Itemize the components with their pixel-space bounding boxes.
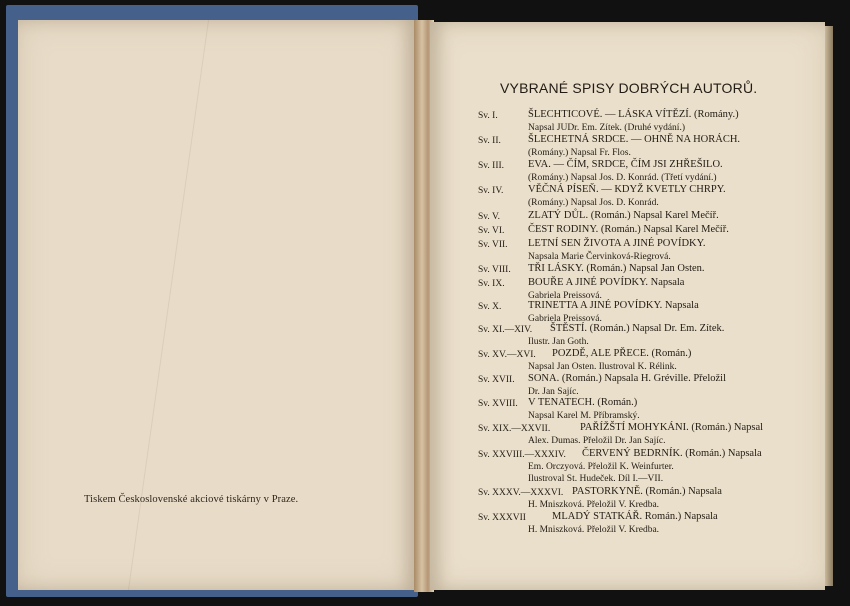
- entry-title: ŠTĚSTÍ. (Román.) Napsal Dr. Em. Zítek.: [550, 323, 725, 334]
- entry-detail: Napsala Marie Červinková-Riegrová.: [528, 252, 671, 262]
- entry-detail: Alex. Dumas. Přeložil Dr. Jan Sajíc.: [528, 436, 666, 446]
- entry-volume: Sv. VIII.: [478, 265, 511, 275]
- entry-title: ŠLECHTICOVÉ. — LÁSKA VÍTĚZÍ. (Romány.): [528, 109, 739, 120]
- entry-detail: (Romány.) Napsal Jos. D. Konrád.: [528, 198, 659, 208]
- entry-volume: Sv. XV.—XVI.: [478, 350, 536, 360]
- entry-title: TŘI LÁSKY. (Román.) Napsal Jan Osten.: [528, 263, 705, 274]
- entry-detail: Dr. Jan Sajíc.: [528, 387, 579, 397]
- entry-detail: H. Mniszková. Přeložil V. Kredba.: [528, 525, 660, 535]
- entry-detail: Gabriela Preissová.: [528, 314, 602, 324]
- entry-volume: Sv. IX.: [478, 279, 505, 289]
- entry-volume: Sv. XXXVII: [478, 513, 526, 523]
- entry-detail: Napsal JUDr. Em. Zítek. (Druhé vydání.): [528, 123, 685, 133]
- entry-volume: Sv. XVII.: [478, 375, 515, 385]
- series-title: VYBRANÉ SPISY DOBRÝCH AUTORŮ.: [500, 80, 758, 96]
- entry-detail: Gabriela Preissová.: [528, 291, 602, 301]
- entry-volume: Sv. III.: [478, 161, 505, 171]
- entry-detail: (Romány.) Napsal Jos. D. Konrád. (Třetí vydání.): [528, 173, 717, 183]
- entry-title: POZDĚ, ALE PŘECE. (Román.): [552, 348, 692, 359]
- entry-detail: H. Mniszková. Přeložil V. Kredba.: [528, 500, 660, 510]
- entry-title: V TENATECH. (Román.): [528, 397, 638, 408]
- entry-volume: Sv. X.: [478, 302, 502, 312]
- entry-volume: Sv. VI.: [478, 226, 505, 236]
- entry-volume: Sv. V.: [478, 212, 501, 222]
- entry-volume: Sv. XXXV.—XXXVI.: [478, 488, 564, 498]
- entry-title: TRINETTA A JINÉ POVÍDKY. Napsala: [528, 300, 699, 311]
- entry-title: ČERVENÝ BEDRNÍK. (Román.) Napsala: [582, 448, 762, 459]
- entry-title: PASTORKYNĚ. (Román.) Napsala: [572, 486, 722, 497]
- entry-volume: Sv. XIX.—XXVII.: [478, 424, 551, 434]
- entry-detail: Em. Orczyová. Přeložil K. Weinfurter.: [528, 462, 674, 472]
- entry-detail: Ilustr. Jan Goth.: [528, 337, 589, 347]
- entry-detail: Ilustroval St. Hudeček. Díl I.—VII.: [528, 474, 664, 484]
- entry-volume: Sv. IV.: [478, 186, 504, 196]
- entry-title: VĚČNÁ PÍSEŇ. — KDYŽ KVETLY CHRPY.: [528, 184, 726, 195]
- entry-volume: Sv. I.: [478, 111, 498, 121]
- entry-volume: Sv. XXVIII.—XXXIV.: [478, 450, 566, 460]
- entry-title: BOUŘE A JINÉ POVÍDKY. Napsala: [528, 277, 685, 288]
- entry-title: ŠLECHETNÁ SRDCE. — OHNĚ NA HORÁCH.: [528, 134, 741, 145]
- entry-title: MLADÝ STATKÁŘ. Román.) Napsala: [552, 511, 718, 522]
- entry-volume: Sv. II.: [478, 136, 501, 146]
- entry-volume: Sv. XVIII.: [478, 399, 518, 409]
- entry-volume: Sv. VII.: [478, 240, 508, 250]
- entry-title: LETNÍ SEN ŽIVOTA A JINÉ POVÍDKY.: [528, 238, 706, 249]
- entry-volume: Sv. XI.—XIV.: [478, 325, 533, 335]
- entry-title: PAŘÍŽŠTÍ MOHYKÁNI. (Román.) Napsal: [580, 422, 764, 433]
- entry-title: EVA. — ČÍM, SRDCE, ČÍM JSI ZHŘEŠILO.: [528, 159, 723, 170]
- entry-title: ČEST RODINY. (Román.) Napsal Karel Mečíř.: [528, 224, 729, 235]
- entry-detail: Napsal Karel M. Příbramský.: [528, 411, 640, 421]
- printer-note: Tiskem Československé akciové tiskárny v Praze.: [84, 494, 299, 505]
- entry-detail: (Romány.) Napsal Fr. Flos.: [528, 148, 631, 158]
- page-edge: [825, 26, 833, 586]
- entry-title: ZLATÝ DŮL. (Román.) Napsal Karel Mečíř.: [528, 210, 719, 221]
- entry-detail: Napsal Jan Osten. Ilustroval K. Rélink.: [528, 362, 677, 372]
- entry-title: SONA. (Román.) Napsala H. Gréville. Přeložil: [528, 373, 726, 384]
